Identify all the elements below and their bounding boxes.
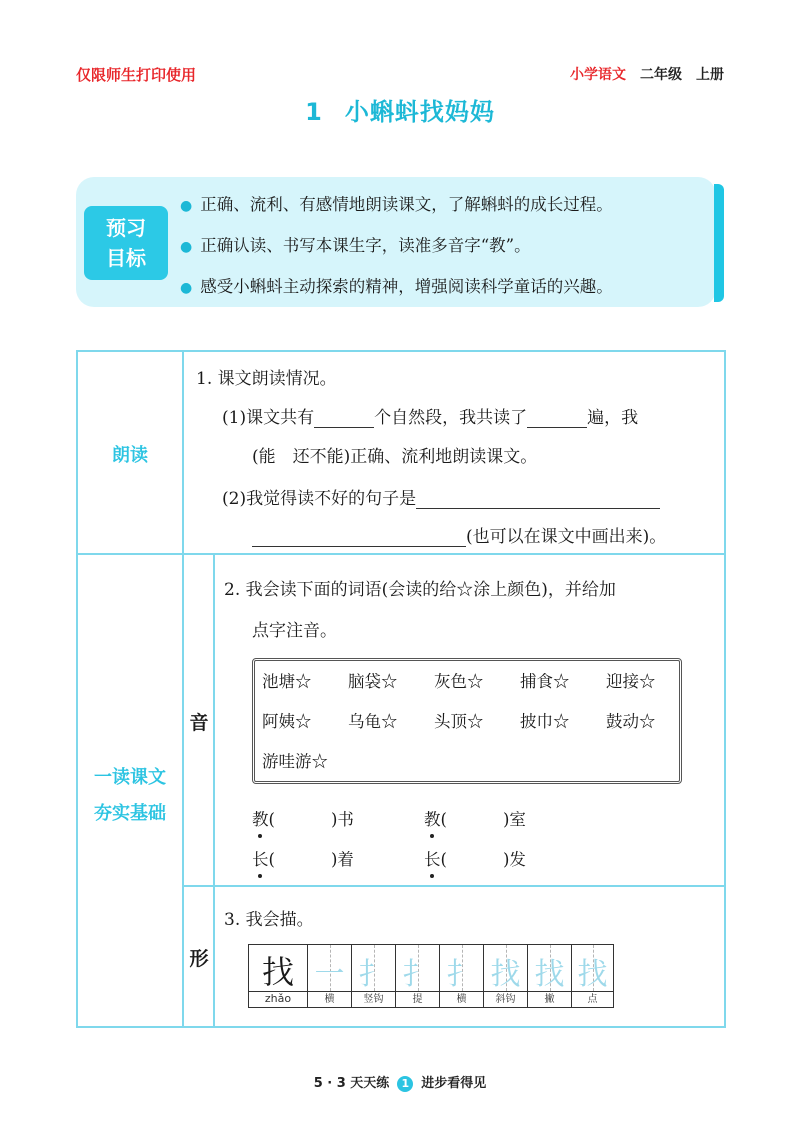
goal-item: ● 感受小蝌蚪主动探索的精神，增强阅读科学童话的兴趣。 [180, 277, 613, 296]
question-3-title: 3. 我会描。 [224, 910, 314, 930]
stroke-name: 点 [587, 994, 598, 1005]
question-1-part-1-cont: (能 还不能)正确、流利地朗读课文。 [252, 447, 538, 467]
trace-glyph: 找 [577, 957, 608, 992]
word-item[interactable]: 灰色☆ [434, 672, 484, 691]
word-item[interactable]: 披巾☆ [520, 712, 570, 731]
bullet-icon: ● [180, 280, 193, 296]
question-2-line-2: 点字注音。 [252, 621, 337, 641]
question-1-title: 1. 课文朗读情况。 [196, 369, 337, 389]
badge-line-2: 目标 [106, 246, 146, 270]
badge-line-1: 预习 [106, 216, 146, 240]
stroke-cell[interactable] [351, 945, 395, 1007]
subject-label: 小学语文 [570, 67, 626, 83]
header-info [570, 64, 724, 84]
word-item[interactable]: 捕食☆ [520, 672, 570, 691]
lesson-title: 小蝌蚪找妈妈 [344, 98, 495, 126]
stroke-name: 横 [456, 994, 467, 1005]
pinyin-label: zhǎo [264, 992, 292, 1005]
stroke-name: 竖钩 [363, 994, 384, 1005]
answer-blank[interactable] [314, 409, 374, 428]
word-item[interactable]: 池塘☆ [262, 672, 312, 691]
goal-item: ● 正确、流利、有感情地朗读课文，了解蝌蚪的成长过程。 [180, 195, 613, 214]
question-1-part-1: (1)课文共有 个自然段，我共读了 遍，我 [222, 408, 639, 428]
lesson-number: 1 [305, 98, 323, 126]
bullet-icon: ● [180, 239, 193, 255]
footer-slogan: 进步看得见 [421, 1076, 487, 1091]
table-divider [184, 885, 724, 887]
word-item[interactable]: 阿姨☆ [262, 712, 312, 731]
polyphone-item: 教( )室 [424, 810, 526, 829]
table-divider [182, 352, 184, 1026]
stroke-cell[interactable] [483, 945, 527, 1007]
stroke-cell[interactable] [527, 945, 571, 1007]
trace-glyph: 找 [490, 957, 521, 992]
page-footer [0, 1072, 800, 1092]
grade-label: 二年级 [640, 67, 682, 83]
table-divider [78, 553, 724, 555]
polyphone-item: 教( )书 [252, 810, 354, 829]
stroke-cell[interactable] [307, 945, 351, 1007]
answer-blank[interactable] [527, 409, 587, 428]
stroke-name: 提 [412, 994, 423, 1005]
section-label: 一读课文 夯实基础 [94, 767, 166, 824]
stroke-name: 斜钩 [495, 994, 516, 1005]
stroke-name: 横 [324, 994, 335, 1005]
stroke-cell[interactable] [571, 945, 613, 1007]
word-item[interactable]: 乌龟☆ [348, 712, 398, 731]
main-character: 找 [261, 953, 294, 991]
shape-label: 形 [189, 948, 209, 970]
word-item[interactable]: 脑袋☆ [348, 672, 398, 691]
page-number: 1 [397, 1076, 413, 1092]
answer-blank[interactable] [252, 528, 466, 547]
stroke-cell[interactable] [439, 945, 483, 1007]
footer-brand: 5 · 3 天天练 [313, 1076, 390, 1091]
word-item[interactable]: 迎接☆ [606, 672, 656, 691]
polyphone-item: 长( )发 [424, 850, 526, 869]
panel-accent-strip [714, 184, 724, 302]
question-1-part-2: (2)我觉得读不好的句子是 [222, 484, 660, 509]
trace-glyph: 找 [534, 957, 565, 992]
page-title [0, 92, 800, 127]
word-item[interactable]: 游哇游☆ [262, 752, 328, 771]
stroke-order-table [248, 944, 614, 1008]
reading-label: 朗读 [112, 445, 148, 466]
term-label: 上册 [696, 67, 724, 83]
trace-glyph: 扌 [402, 957, 433, 992]
question-2-line-1: 2. 我会读下面的词语(会读的给☆涂上颜色)，并给加 [224, 580, 616, 600]
question-1-part-2-cont: (也可以在课文中画出来)。 [252, 522, 666, 547]
stroke-name: 撇 [544, 994, 555, 1005]
answer-blank[interactable] [416, 490, 660, 509]
trace-glyph: 扌 [446, 957, 477, 992]
sound-label: 音 [189, 712, 209, 734]
watermark-text: 仅限师生打印使用 [76, 66, 197, 84]
bullet-icon: ● [180, 198, 193, 214]
character-cell [249, 945, 307, 1007]
goal-item: ● 正确认读、书写本课生字，读准多音字“教”。 [180, 236, 531, 255]
stroke-cell[interactable] [395, 945, 439, 1007]
word-item[interactable]: 鼓动☆ [606, 712, 656, 731]
trace-glyph: 扌 [358, 957, 389, 992]
trace-glyph: 一 [314, 957, 345, 992]
word-item[interactable]: 头顶☆ [434, 712, 484, 731]
polyphone-item: 长( )着 [252, 850, 354, 869]
preview-goals-badge [84, 206, 168, 280]
